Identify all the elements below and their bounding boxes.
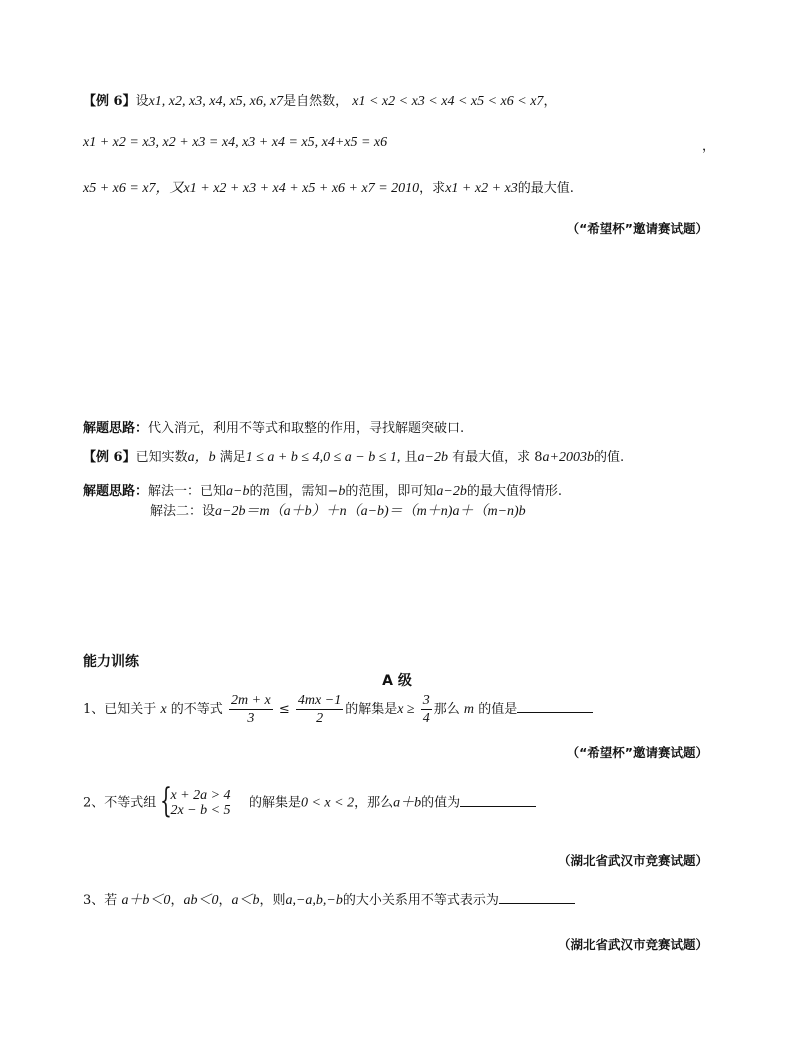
question-2 [83, 781, 536, 821]
text: 不等式组 [104, 795, 157, 811]
level-heading: A 级 [382, 673, 412, 689]
example-tag: 【例 6】 [83, 450, 136, 465]
denominator: 2 [316, 711, 324, 726]
text: ， [170, 893, 184, 908]
hint-2-method-2 [150, 500, 526, 520]
target-expr: x1 + x2 + x3 [445, 181, 518, 196]
text: 是自然数， [283, 94, 349, 109]
text: 的范围，需知− [249, 484, 339, 499]
text: 的不等式 [170, 702, 223, 717]
text: 已知关于 [104, 702, 157, 717]
text: 满足 [219, 450, 246, 465]
variables: x1, x2, x3, x4, x5, x6, x7 [148, 94, 284, 109]
text: 若 [104, 893, 118, 908]
text: 的最大值. [517, 181, 574, 196]
hint-2-method-1 [83, 480, 562, 500]
source-citation: （湖北省武汉市竞赛试题） [557, 937, 708, 952]
expression: a+2003b [542, 450, 594, 465]
question-number: 2、 [83, 795, 105, 811]
denominator: 3 [247, 711, 255, 726]
expression: a−2b [417, 450, 448, 465]
example-1-line-3 [83, 177, 574, 197]
operator: ≤ [278, 702, 290, 717]
expression: a＋b＜0 [121, 893, 171, 908]
hint-label: 解题思路： [83, 421, 149, 436]
hint-text: 代入消元，利用不等式和取整的作用，寻找解题突破口. [148, 421, 465, 436]
equation-sum: x5 + x6 = x7，又x1 + x2 + x3 + x4 + x5 + x6 + x7 = 2010 [83, 181, 420, 196]
text: 已知实数 [135, 450, 188, 465]
text: 解法二：设 [150, 504, 216, 519]
source-citation: （“希望杯”邀请赛试题） [566, 745, 708, 760]
question-3 [83, 889, 575, 909]
expression: a−b [226, 484, 250, 499]
variables: a，b [187, 450, 216, 465]
text: 那么 [433, 702, 460, 717]
system-row: x + 2a > 4 [170, 788, 231, 803]
equation-chain: x1 + x2 = x3, x2 + x3 = x4, x3 + x4 = x5, x4+x5 = x6 [83, 135, 388, 150]
text: 且 [404, 450, 418, 465]
answer-blank[interactable] [499, 891, 575, 904]
section-heading: 能力训练 [83, 654, 139, 670]
fraction [296, 692, 343, 727]
expression: a＜b [231, 893, 260, 908]
variable: x [160, 702, 167, 717]
text: 设 [135, 94, 149, 109]
expression: ab＜0 [183, 893, 219, 908]
text: 解法一：已知 [148, 484, 227, 499]
question-number: 1、 [83, 702, 105, 717]
comma: ， [702, 139, 716, 154]
expression: a−2b [436, 484, 467, 499]
numerator: 3 [422, 693, 430, 708]
text: ， [543, 94, 557, 109]
expression: a,−a,b,−b [285, 893, 343, 908]
expression: 0 < x < 2 [300, 795, 355, 811]
text: 的范围，即可知 [345, 484, 437, 499]
text: 的值为 [421, 795, 461, 811]
source-citation: （湖北省武汉市竞赛试题） [557, 853, 708, 868]
numerator: 2m + x [230, 693, 271, 708]
text: 的最大值得情形. [466, 484, 562, 499]
inequality-chain: x1 < x2 < x3 < x4 < x5 < x6 < x7 [352, 94, 544, 109]
source-citation: （“希望杯”邀请赛试题） [566, 221, 708, 236]
expression: b [338, 484, 346, 499]
hint-label: 解题思路： [83, 484, 149, 499]
expression: a＋b [393, 795, 422, 811]
example-2 [83, 446, 624, 466]
expression: x ≥ [397, 702, 415, 717]
text: ，那么 [354, 795, 394, 811]
example-1-line-1 [83, 90, 556, 110]
question-1 [83, 692, 593, 727]
text: ， [218, 893, 232, 908]
text: ，则 [259, 893, 286, 908]
numerator: 4mx −1 [297, 693, 342, 708]
text: 的解集是 [248, 795, 301, 811]
system-row: 2x − b < 5 [170, 803, 231, 818]
example-tag: 【例 6】 [83, 94, 136, 109]
hint-1 [83, 417, 464, 436]
example-1-line-2 [83, 135, 387, 151]
text: 的值. [594, 450, 625, 465]
text: 有最大值，求 8 [452, 450, 543, 465]
brace-icon: { [160, 781, 173, 821]
condition: 1 ≤ a + b ≤ 4,0 ≤ a − b ≤ 1, [245, 450, 401, 465]
text: 的值是 [478, 702, 518, 717]
variable: m [463, 702, 475, 717]
question-number: 3、 [83, 893, 105, 908]
fraction [421, 692, 432, 727]
text: 的解集是 [345, 702, 398, 717]
text: 的大小关系用不等式表示为 [342, 893, 499, 908]
fraction [229, 692, 273, 727]
answer-blank[interactable] [517, 700, 593, 713]
inequality-system [160, 781, 231, 821]
denominator: 4 [422, 711, 430, 726]
answer-blank[interactable] [460, 794, 536, 807]
expression: a−2b＝m（a＋b）＋n（a−b)＝（m＋n)a＋（m−n)b [215, 504, 526, 519]
text: ，求 [419, 181, 446, 196]
